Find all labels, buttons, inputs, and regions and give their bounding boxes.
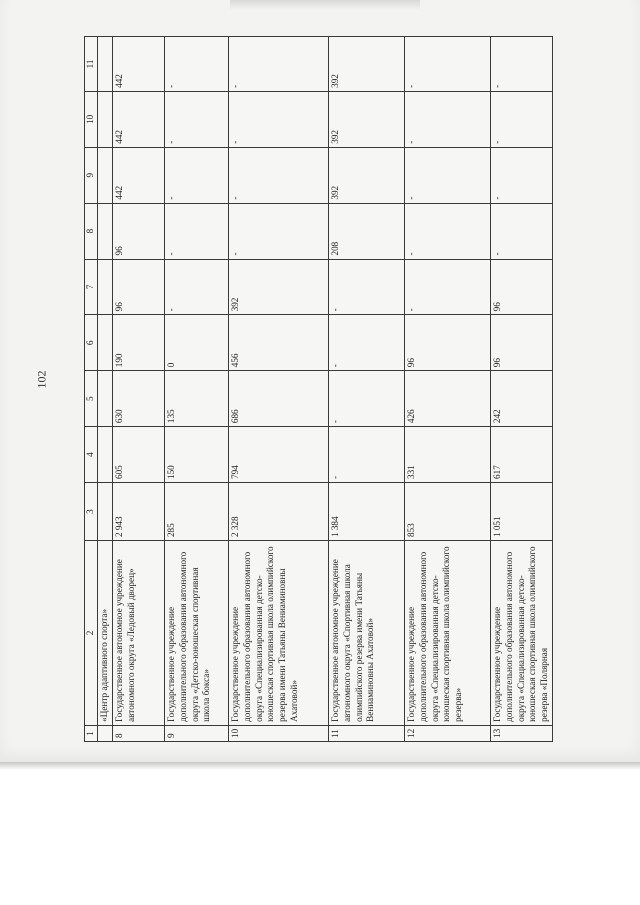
value-cell: 96 [491, 259, 553, 315]
value-cell: - [491, 147, 553, 203]
value-cell [98, 203, 113, 259]
value-cell: 285 [165, 483, 229, 541]
value-cell: - [165, 147, 229, 203]
value-cell: - [165, 37, 229, 92]
row-number: 8 [113, 725, 165, 741]
value-cell: - [229, 147, 329, 203]
value-cell: 686 [229, 371, 329, 427]
value-cell: - [165, 259, 229, 315]
institution-name: «Центр адаптивного спорта» [98, 541, 113, 726]
value-cell: 442 [113, 37, 165, 92]
value-cell [98, 427, 113, 483]
table-row [405, 37, 491, 742]
value-cell: 442 [113, 91, 165, 147]
value-cell: 242 [491, 371, 553, 427]
value-cell: 96 [491, 315, 553, 371]
value-cell [98, 483, 113, 541]
institution-name: Государственное учреждение дополнительного образования автономного округа «Специализированная детско-юношеская спортивная школа олимпийского резерва» [405, 541, 491, 726]
table-row [165, 37, 229, 742]
value-cell: - [329, 371, 405, 427]
table-row [229, 37, 329, 742]
col-number-6: 6 [85, 315, 98, 371]
col-number-8: 8 [85, 203, 98, 259]
header-row [85, 37, 98, 742]
value-cell: - [329, 427, 405, 483]
col-number-1: 1 [85, 725, 98, 741]
value-cell: 331 [405, 427, 491, 483]
row-number: 9 [165, 725, 229, 741]
col-number-7: 7 [85, 259, 98, 315]
col-number-5: 5 [85, 371, 98, 427]
value-cell: 190 [113, 315, 165, 371]
institution-name: Государственное учреждение дополнительного образования автономного округа «Специализированная детско-юношеская спортивная школа олимпийского резерва имени Татьяны Вениаминовны Ахатовой» [229, 541, 329, 726]
row-number: 11 [329, 725, 405, 741]
value-cell: - [491, 91, 553, 147]
institution-name: Государственное учреждение дополнительного образования автономного округа «Специализированная детско-юношеская спортивная школа олимпийского резерва «Полярная [491, 541, 553, 726]
table-row [329, 37, 405, 742]
value-cell: - [165, 203, 229, 259]
value-cell: 605 [113, 427, 165, 483]
table-row [113, 37, 165, 742]
value-cell: - [405, 203, 491, 259]
value-cell: 794 [229, 427, 329, 483]
rotated-table-frame [84, 36, 550, 742]
value-cell: - [405, 37, 491, 92]
value-cell [98, 91, 113, 147]
institution-name: Государственное автономное учреждение автономного округа «Спортивная школа олимпийского резерва имени Татьяны Вениаминовны Ахатовой» [329, 541, 405, 726]
value-cell: 0 [165, 315, 229, 371]
col-number-4: 4 [85, 427, 98, 483]
value-cell [98, 147, 113, 203]
value-cell: 392 [229, 259, 329, 315]
value-cell: 135 [165, 371, 229, 427]
value-cell: 630 [113, 371, 165, 427]
value-cell: 617 [491, 427, 553, 483]
value-cell: - [405, 91, 491, 147]
value-cell [98, 371, 113, 427]
institution-name: Государственное автономное учреждение автономного округа «Ледовый дворец» [113, 541, 165, 726]
value-cell: 426 [405, 371, 491, 427]
col-number-11: 11 [85, 37, 98, 92]
value-cell [98, 37, 113, 92]
value-cell: 442 [113, 147, 165, 203]
value-cell: 2 943 [113, 483, 165, 541]
sports-institutions-table [84, 36, 553, 742]
value-cell [98, 315, 113, 371]
table-row [491, 37, 553, 742]
value-cell: 208 [329, 203, 405, 259]
institution-name: Государственное учреждение дополнительного образования автономного округа «Детско-юношеская спортивная школа бокса» [165, 541, 229, 726]
row-number: 10 [229, 725, 329, 741]
page-number [36, 364, 48, 394]
value-cell: 96 [113, 203, 165, 259]
col-number-2: 2 [85, 541, 98, 726]
value-cell: 392 [329, 91, 405, 147]
value-cell: - [491, 203, 553, 259]
value-cell: 392 [329, 37, 405, 92]
row-number: 13 [491, 725, 553, 741]
continuation-row [98, 37, 113, 742]
value-cell: - [491, 37, 553, 92]
value-cell: - [329, 315, 405, 371]
row-number [98, 725, 113, 741]
row-number: 12 [405, 725, 491, 741]
value-cell: - [405, 147, 491, 203]
value-cell: - [229, 37, 329, 92]
col-number-10: 10 [85, 91, 98, 147]
value-cell: - [229, 203, 329, 259]
value-cell: 96 [113, 259, 165, 315]
value-cell: 150 [165, 427, 229, 483]
value-cell: 853 [405, 483, 491, 541]
page-number-text: 102 [34, 370, 49, 388]
scan-edge-shadow [0, 762, 640, 770]
value-cell: - [329, 259, 405, 315]
value-cell: 96 [405, 315, 491, 371]
value-cell [98, 259, 113, 315]
value-cell: - [229, 91, 329, 147]
value-cell: 2 328 [229, 483, 329, 541]
value-cell: 1 051 [491, 483, 553, 541]
col-number-3: 3 [85, 483, 98, 541]
value-cell: 1 384 [329, 483, 405, 541]
value-cell: 392 [329, 147, 405, 203]
rotated-table [84, 36, 550, 742]
scan-smudge [230, 0, 420, 10]
value-cell: - [405, 259, 491, 315]
col-number-9: 9 [85, 147, 98, 203]
value-cell: - [165, 91, 229, 147]
value-cell: 456 [229, 315, 329, 371]
